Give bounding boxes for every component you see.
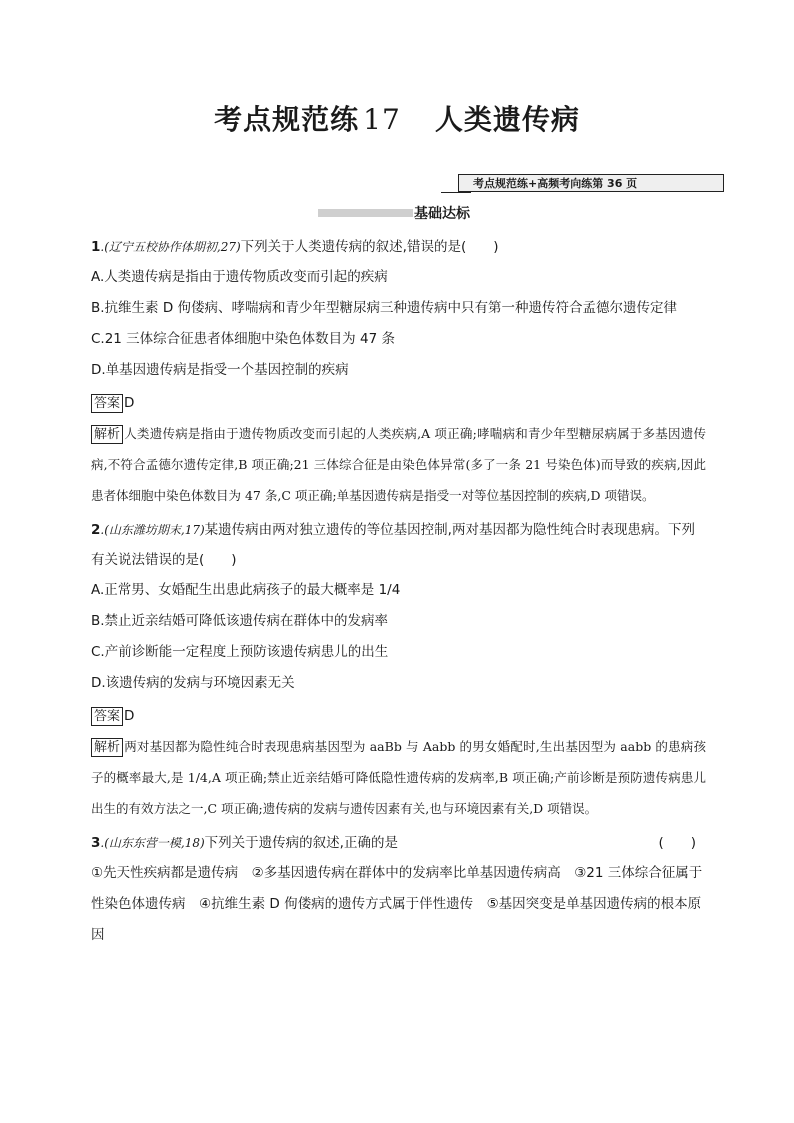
question-2 (91, 515, 706, 824)
question-text: 下列关于遗传病的叙述,正确的是 (204, 835, 398, 851)
page-reference-box: 考点规范练+高频考向练第 36 页 (458, 174, 724, 192)
question-stem (91, 232, 706, 262)
answer-label: 答案 (91, 707, 123, 726)
answer-blank: ( ) (658, 835, 696, 851)
question-3 (91, 828, 706, 951)
statement-list: ①先天性疾病都是遗传病 ②多基因遗传病在群体中的发病率比单基因遗传病高 ③21 三体综合征属于性染色体遗传病 ④抗维生素 D 佝偻病的遗传方式属于伴性遗传 ⑤基因突变是单基因遗传病的根本原因 (91, 865, 703, 943)
question-source: .(山东东营一模,18) (100, 836, 205, 850)
option-a: A.正常男、女婚配生出患此病孩子的最大概率是 1/4 (91, 582, 401, 598)
question-source: .(辽宁五校协作体期初,27) (100, 240, 241, 254)
question-text: 下列关于人类遗传病的叙述,错误的是( ) (240, 239, 499, 255)
answer-label: 答案 (91, 394, 123, 413)
title-number: 17 (363, 103, 401, 136)
question-source: .(山东潍坊期末,17) (100, 523, 205, 537)
answer-value: D (124, 708, 135, 724)
analysis-block (91, 418, 706, 511)
option-d: D.该遗传病的发病与环境因素无关 (91, 675, 295, 691)
analysis-text: 两对基因都为隐性纯合时表现患病基因型为 aaBb 与 Aabb 的男女婚配时,生出基因型为 aabb 的患病孩子的概率最大,是 1/4,A 项正确;禁止近亲结婚可降低隐性遗传病的发病率,B 项正确;产前诊断是预防遗传病患儿出生的有效方法之一,C 项正确;遗传病的发病与遗传因素有关,也与环境因素有关,D 项错误。 (91, 739, 706, 816)
question-number: 2 (91, 522, 101, 538)
answer-line (91, 701, 706, 731)
question-text: 某遗传病由两对独立遗传的等位基因控制,两对基因都为隐性纯合时表现患病。下列有关说法错误的是( ) (91, 522, 695, 568)
title-main: 考点规范练 (214, 103, 360, 136)
title-sub: 人类遗传病 (434, 103, 580, 136)
question-stem (91, 515, 706, 575)
answer-line (91, 388, 706, 418)
option-c: C.21 三体综合征患者体细胞中染色体数目为 47 条 (91, 331, 395, 347)
option-a: A.人类遗传病是指由于遗传物质改变而引起的疾病 (91, 269, 388, 285)
section-bar (318, 209, 413, 217)
section-heading: 基础达标 (414, 206, 470, 222)
question-list (91, 232, 706, 951)
question-stem (91, 828, 706, 858)
analysis-block (91, 731, 706, 824)
analysis-label: 解析 (91, 738, 123, 757)
question-number: 3 (91, 835, 101, 851)
question-number: 1 (91, 239, 101, 255)
question-1 (91, 232, 706, 511)
analysis-label: 解析 (91, 425, 123, 444)
answer-value: D (124, 395, 135, 411)
option-b: B.抗维生素 D 佝偻病、哮喘病和青少年型糖尿病三种遗传病中只有第一种遗传符合孟德尔遗传定律 (91, 300, 678, 316)
analysis-text: 人类遗传病是指由于遗传物质改变而引起的人类疾病,A 项正确;哮喘病和青少年型糖尿病属于多基因遗传病,不符合孟德尔遗传定律,B 项正确;21 三体综合征是由染色体异常(多了一条 21 号染色体)而导致的疾病,因此患者体细胞中染色体数目为 47 条,C 项正确;单基因遗传病是指受一对等位基因控制的疾病,D 项错误。 (91, 426, 706, 503)
option-c: C.产前诊断能一定程度上预防该遗传病患儿的出生 (91, 644, 389, 660)
option-d: D.单基因遗传病是指受一个基因控制的疾病 (91, 362, 349, 378)
page-title (0, 98, 794, 138)
option-b: B.禁止近亲结婚可降低该遗传病在群体中的发病率 (91, 613, 389, 629)
